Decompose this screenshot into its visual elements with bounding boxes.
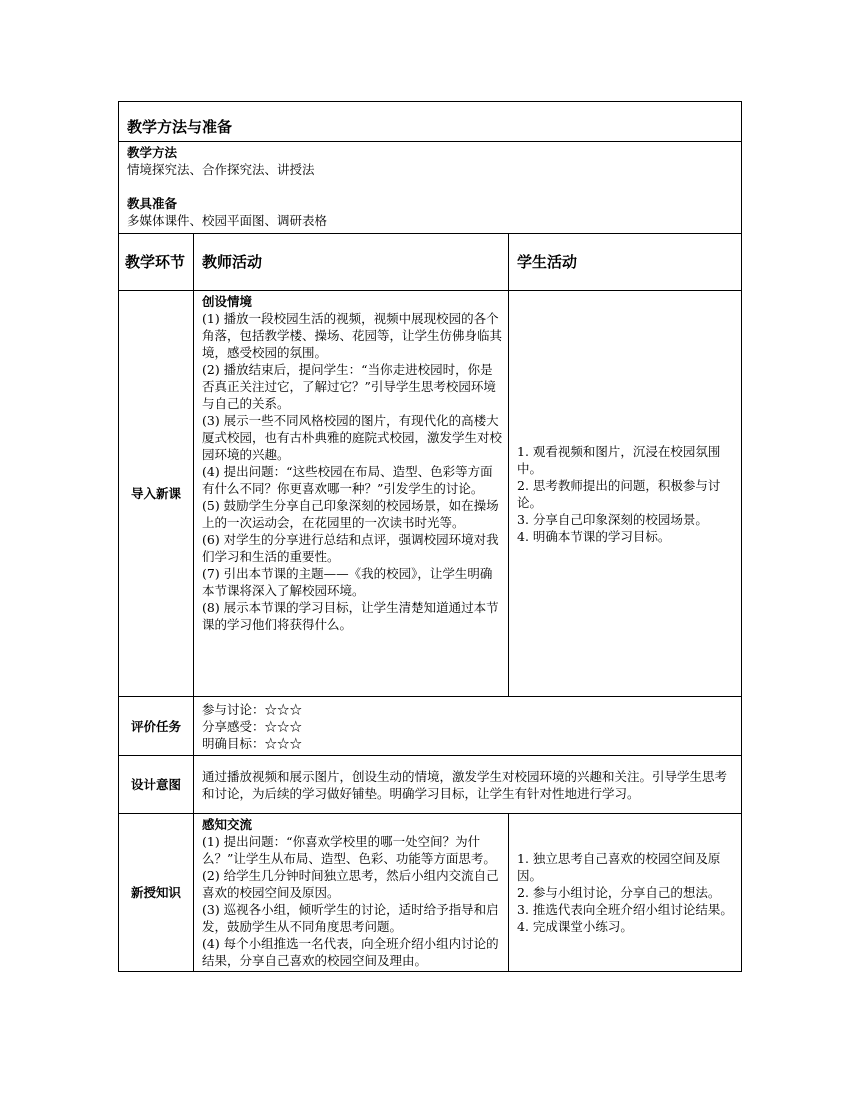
- intro-teacher-item: (2) 播放结束后，提问学生：“当你走进校园时，你是否真正关注过它，了解过它？”引导学生思考校园环境与自己的关系。: [202, 362, 496, 411]
- design-row: [119, 756, 742, 814]
- new-teacher-item: (1) 提出问题：“你喜欢学校里的哪一处空间？为什么？”让学生从布局、造型、色彩、功能等方面思考。: [202, 834, 496, 866]
- new-student-item: 2. 参与小组讨论，分享自己的想法。: [517, 885, 721, 900]
- new-student-cell: [509, 814, 742, 972]
- intro-student-item: 3. 分享自己印象深刻的校园场景。: [517, 511, 708, 527]
- evaluation-item: 分享感受：☆☆☆: [202, 719, 303, 734]
- evaluation-cell: [194, 697, 742, 756]
- header-teacher: 教师活动: [194, 234, 509, 291]
- evaluation-stage: 评价任务: [119, 697, 194, 756]
- design-stage: 设计意图: [119, 756, 194, 814]
- evaluation-item: 参与讨论：☆☆☆: [202, 702, 303, 717]
- new-student-item: 1. 独立思考自己喜欢的校园空间及原因。: [517, 851, 721, 883]
- header-student: 学生活动: [509, 234, 742, 291]
- new-knowledge-row: [119, 814, 742, 972]
- intro-teacher-item: (7) 引出本节课的主题——《我的校园》，让学生明确本节课将深入了解校园环境。: [202, 566, 493, 598]
- section-title-row: [119, 102, 742, 142]
- intro-student-item: 4. 明确本节课的学习目标。: [517, 528, 671, 544]
- spacer: [127, 178, 737, 195]
- methods-text: 情境探究法、合作探究法、讲授法: [127, 162, 315, 177]
- intro-student-item: 2. 思考教师提出的问题，积极参与讨论。: [517, 477, 721, 510]
- new-student-item: 4. 完成课堂小练习。: [517, 919, 633, 934]
- methods-label: 教学方法: [127, 145, 178, 160]
- intro-teacher-item: (8) 展示本节课的学习目标，让学生清楚知道通过本节课的学习他们将获得什么。: [202, 600, 499, 632]
- lesson-plan-page: [118, 101, 741, 972]
- tools-label: 教具准备: [127, 196, 178, 211]
- design-text: 通过播放视频和展示图片，创设生动的情境，激发学生对校园环境的兴趣和关注。引导学生思考和讨论，为后续的学习做好铺垫。明确学习目标，让学生有针对性地进行学习。: [194, 756, 742, 814]
- new-teacher-cell: [194, 814, 509, 972]
- intro-row: [119, 291, 742, 697]
- header-row: [119, 234, 742, 291]
- intro-teacher-item: (1) 播放一段校园生活的视频，视频中展现校园的各个角落，包括教学楼、操场、花园等，让学生仿佛身临其境，感受校园的氛围。: [202, 311, 503, 360]
- methods-cell: [119, 142, 742, 234]
- header-stage: 教学环节: [119, 234, 194, 291]
- intro-teacher-item: (3) 展示一些不同风格校园的图片，有现代化的高楼大厦式校园，也有古朴典雅的庭院式校园，激发学生对校园环境的兴趣。: [202, 413, 503, 462]
- new-teacher-item: (2) 给学生几分钟时间独立思考，然后小组内交流自己喜欢的校园空间及原因。: [202, 868, 499, 900]
- intro-student-cell: [509, 291, 742, 697]
- new-teacher-title: 感知交流: [202, 817, 253, 832]
- intro-student-item: 1. 观看视频和图片，沉浸在校园氛围中。: [517, 443, 721, 476]
- lesson-plan-table: [118, 101, 742, 972]
- intro-teacher-title: 创设情境: [202, 294, 253, 309]
- intro-teacher-item: (5) 鼓励学生分享自己印象深刻的校园场景，如在操场上的一次运动会，在花园里的一次读书时光等。: [202, 498, 499, 530]
- section-title: 教学方法与准备: [119, 102, 742, 142]
- methods-row: [119, 142, 742, 234]
- intro-teacher-item: (6) 对学生的分享进行总结和点评，强调校园环境对我们学习和生活的重要性。: [202, 532, 499, 564]
- evaluation-item: 明确目标：☆☆☆: [202, 736, 303, 751]
- evaluation-row: [119, 697, 742, 756]
- tools-text: 多媒体课件、校园平面图、调研表格: [127, 213, 328, 228]
- new-stage: 新授知识: [119, 814, 194, 972]
- new-student-item: 3. 推选代表向全班介绍小组讨论结果。: [517, 902, 733, 917]
- new-teacher-item: (4) 每个小组推选一名代表，向全班介绍小组内讨论的结果，分享自己喜欢的校园空间及理由。: [202, 936, 499, 968]
- intro-teacher-cell: [194, 291, 509, 697]
- intro-teacher-item: (4) 提出问题：“这些校园在布局、造型、色彩等方面有什么不同？你更喜欢哪一种？”引发学生的讨论。: [202, 464, 493, 496]
- new-teacher-item: (3) 巡视各小组，倾听学生的讨论，适时给予指导和启发，鼓励学生从不同角度思考问题。: [202, 902, 499, 934]
- intro-stage: 导入新课: [119, 291, 194, 697]
